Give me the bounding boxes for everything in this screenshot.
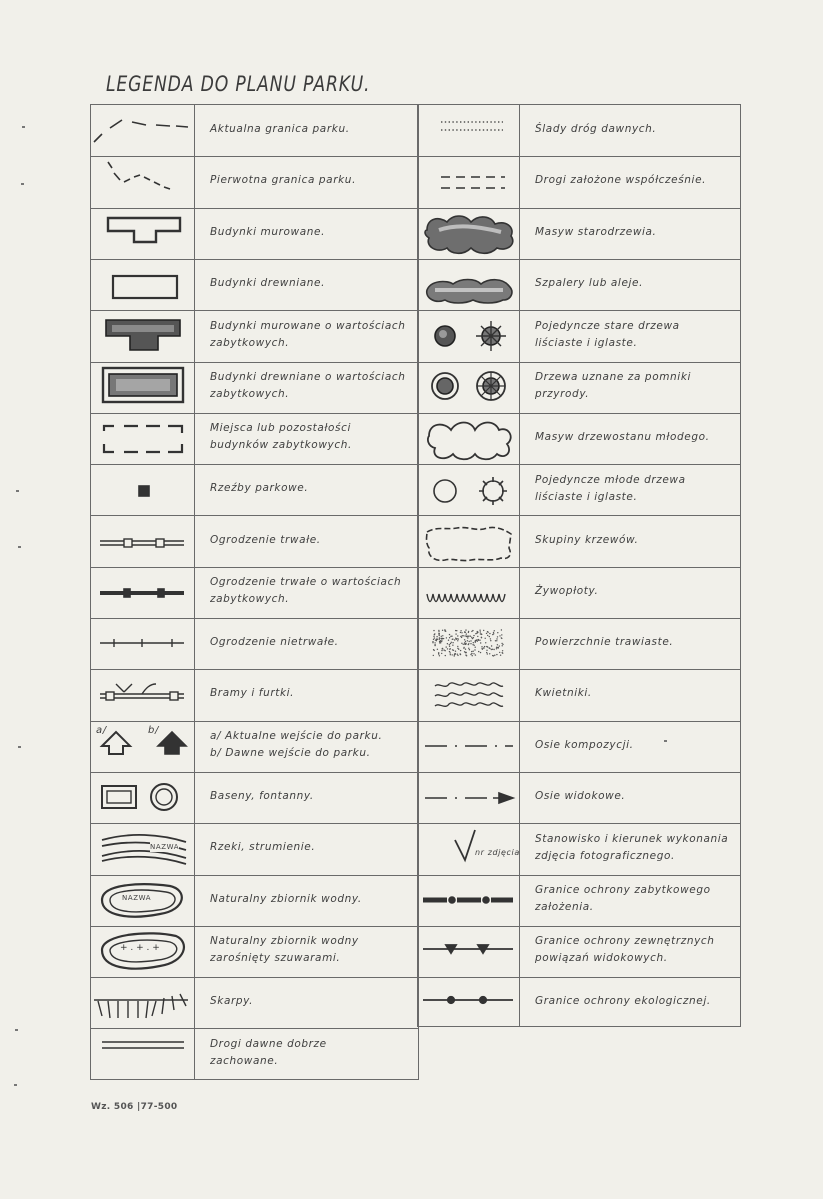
right-legend-label: Skupiny krzewów.: [535, 533, 639, 546]
historic-wooden-building-symbol: [103, 368, 183, 402]
old-road-traces-symbol: [441, 122, 503, 130]
heritage-protection-boundary-symbol: [423, 897, 513, 903]
lawn-dot: [491, 649, 492, 650]
lawn-dot: [481, 646, 482, 647]
historic-brick-building-symbol: [106, 320, 180, 350]
lawn-dot: [460, 630, 461, 631]
lawn-dot: [496, 638, 497, 639]
entrance-prefix-a: a/: [96, 725, 107, 736]
right-legend-label: Żywopłoty.: [535, 584, 599, 597]
lawn-dot: [457, 655, 458, 656]
lawn-dot: [484, 646, 485, 647]
lawn-dot: [439, 635, 440, 636]
lawn-dot: [435, 639, 436, 640]
gates-symbol: [100, 684, 184, 700]
lawn-dot: [445, 650, 446, 651]
lawn-dot: [439, 637, 440, 638]
lawn-dot: [450, 654, 451, 655]
lawn-dot: [497, 644, 498, 645]
lawn-dot: [500, 655, 501, 656]
left-legend-label: Ogrodzenie nietrwałe.: [210, 636, 339, 649]
lawn-dot: [456, 638, 457, 639]
lawn-dot: [491, 645, 492, 646]
right-legend-label: Pojedyncze młode drzewa: [535, 473, 686, 486]
left-legend-label: zabytkowych.: [210, 388, 290, 401]
lawn-dot: [446, 646, 447, 647]
page-title: LEGENDA DO PLANU PARKU.: [106, 72, 371, 96]
ecological-protection-boundary-symbol: [423, 997, 513, 1003]
lawn-dot: [481, 648, 482, 649]
lawn-dot: [454, 639, 455, 640]
lawn-dot: [486, 652, 487, 653]
lawn-dot: [454, 655, 455, 656]
lawn-dot: [460, 632, 461, 633]
lawn-dot: [489, 636, 490, 637]
lawn-dot: [497, 632, 498, 633]
lawn-dot: [464, 642, 465, 643]
lawn-dot: [475, 642, 476, 643]
right-symbols: [417, 104, 519, 1025]
permanent-fence-symbol: [100, 539, 184, 547]
historic-building-remains-symbol: [104, 426, 182, 452]
lawn-dot: [436, 638, 437, 639]
scan-speck: [22, 126, 25, 128]
lawn-dot: [487, 653, 488, 654]
lawn-dot: [466, 633, 467, 634]
lawn-dot: [469, 649, 470, 650]
lawn-dot: [502, 650, 503, 651]
scan-speck: [18, 746, 21, 748]
right-legend-label: Kwietniki.: [535, 687, 592, 700]
lawn-dot: [502, 653, 503, 654]
lawn-dot: [438, 633, 439, 634]
left-legend-label: zabytkowych.: [210, 593, 290, 606]
lawn-dot: [452, 642, 453, 643]
overgrown-pond-symbol: [102, 933, 184, 968]
lawn-dot: [461, 632, 462, 633]
right-legend-label: Powierzchnie trawiaste.: [535, 636, 674, 649]
lawn-dot: [441, 650, 442, 651]
lawn-dot: [477, 631, 478, 632]
left-legend-label: zabytkowych.: [210, 336, 290, 349]
left-legend-label: Pierwotna granica parku.: [210, 174, 357, 187]
single-old-trees-symbol: [435, 321, 506, 351]
lawn-dot: [452, 639, 453, 640]
lawn-dot: [471, 631, 472, 632]
lawn-dot: [439, 639, 440, 640]
right-legend-label: Drzewa uznane za pomniki: [535, 371, 692, 384]
wooden-building-symbol: [113, 276, 177, 298]
lawn-dot: [449, 646, 450, 647]
lawn-dot: [432, 641, 433, 642]
shrub-groups-symbol: [427, 527, 512, 560]
lawn-dot: [439, 641, 440, 642]
lawn-dot: [442, 630, 443, 631]
lawn-dot: [433, 639, 434, 640]
lawn-dot: [501, 634, 502, 635]
lawn-dot: [438, 631, 439, 632]
lawn-dot: [490, 638, 491, 639]
left-legend-label: Budynki drewniane.: [210, 277, 326, 290]
right-legend-label: Osie widokowe.: [535, 790, 626, 803]
lawn-dot: [457, 654, 458, 655]
flowerbed-symbol: [435, 683, 503, 706]
document-number: Wz. 506 |77-500: [91, 1102, 178, 1112]
right-legend-label: Osie kompozycji.: [535, 738, 634, 751]
lawn-dot: [493, 649, 494, 650]
lawn-dot: [439, 642, 440, 643]
lawn-dot: [449, 644, 450, 645]
lawn-dot: [464, 635, 465, 636]
lawn-dot: [438, 630, 439, 631]
lawn-dot: [496, 640, 497, 641]
lawn-dot: [486, 646, 487, 647]
sculpture-symbol: [139, 486, 149, 496]
lawn-dot: [489, 647, 490, 648]
historic-fence-symbol: [100, 589, 184, 597]
lawn-dot: [479, 630, 480, 631]
lawn-dot: [496, 654, 497, 655]
left-legend-label: Drogi dawne dobrze: [210, 1038, 327, 1051]
lawn-dot: [472, 655, 473, 656]
lawn-dot: [437, 649, 438, 650]
lawn-dot: [450, 636, 451, 637]
lawn-dot: [480, 633, 481, 634]
left-legend-label: Ogrodzenie trwałe.: [210, 533, 321, 546]
lawn-dot: [441, 636, 442, 637]
lawn-dot: [465, 649, 466, 650]
lawn-dot: [493, 632, 494, 633]
right-legend-label: Ślady dróg dawnych.: [535, 123, 657, 136]
lawn-dot: [492, 655, 493, 656]
lawn-dot: [499, 645, 500, 646]
lawn-dot: [467, 640, 468, 641]
lawn-dot: [465, 641, 466, 642]
lawn-dot: [441, 641, 442, 642]
lawn-dot: [502, 645, 503, 646]
lawn-dot: [470, 654, 471, 655]
lawn-dot: [499, 635, 500, 636]
lawn-dot: [434, 642, 435, 643]
lawn-dot: [450, 652, 451, 653]
lawn-dot: [490, 640, 491, 641]
lawn-dot: [469, 641, 470, 642]
left-legend-label: zarośnięty szuwarami.: [210, 952, 341, 965]
lawn-dot: [452, 654, 453, 655]
lawn-dot: [448, 640, 449, 641]
view-axis-symbol: [425, 793, 513, 803]
scan-speck: [15, 1029, 18, 1031]
right-legend-label: założenia.: [535, 901, 594, 914]
scan-speck: [14, 1084, 17, 1086]
lawn-dot: [434, 637, 435, 638]
lawn-dot: [475, 647, 476, 648]
lawn-dot: [460, 636, 461, 637]
lawn-dot: [477, 636, 478, 637]
left-legend-label: Miejsca lub pozostałości: [210, 422, 351, 435]
lawn-dot: [496, 647, 497, 648]
lawn-dot: [446, 637, 447, 638]
original-park-boundary-symbol: [108, 162, 170, 189]
left-legend-label: Bramy i furtki.: [210, 687, 295, 700]
lawn-dot: [466, 652, 467, 653]
left-legend-label: Rzeźby parkowe.: [210, 482, 309, 495]
lawn-dot: [481, 637, 482, 638]
lawn-symbol: [432, 629, 503, 656]
lawn-dot: [443, 638, 444, 639]
left-legend-label: Skarpy.: [210, 995, 254, 1008]
lawn-dot: [457, 646, 458, 647]
left-symbols: [90, 104, 194, 1078]
left-legend-label: a/ Aktualne wejście do parku.: [210, 730, 383, 743]
lawn-dot: [461, 643, 462, 644]
brick-building-symbol: [108, 218, 180, 242]
left-legend-label: Budynki murowane.: [210, 225, 326, 238]
scan-speck: [18, 546, 21, 548]
lawn-dot: [465, 629, 466, 630]
park-entrance-symbol: [102, 732, 186, 754]
lawn-dot: [464, 639, 465, 640]
lawn-dot: [489, 633, 490, 634]
lawn-dot: [442, 648, 443, 649]
right-legend-label: powiązań widokowych.: [535, 952, 668, 965]
right-legend-label: Masyw starodrzewia.: [535, 225, 657, 238]
column-divider: [194, 105, 195, 1079]
photo-number-tag: nr zdjęcia: [475, 848, 520, 857]
lawn-dot: [476, 632, 477, 633]
lawn-dot: [457, 635, 458, 636]
lawn-dot: [455, 638, 456, 639]
lawn-dot: [444, 629, 445, 630]
right-legend-label: Granice ochrony ekologicznej.: [535, 995, 711, 1008]
lawn-dot: [480, 642, 481, 643]
pools-fountains-symbol: [102, 784, 177, 810]
temporary-fence-symbol: [100, 639, 184, 647]
young-tree-mass-symbol: [428, 423, 511, 460]
left-legend-label: budynków zabytkowych.: [210, 439, 352, 452]
entrance-prefix-b: b/: [148, 725, 159, 736]
lawn-dot: [455, 653, 456, 654]
lawn-dot: [474, 649, 475, 650]
column-divider: [519, 105, 520, 1026]
lawn-dot: [477, 641, 478, 642]
lawn-dot: [457, 648, 458, 649]
lawn-dot: [457, 640, 458, 641]
lawn-dot: [496, 648, 497, 649]
right-legend-label: przyrody.: [535, 388, 590, 401]
lawn-dot: [463, 648, 464, 649]
lawn-dot: [464, 632, 465, 633]
lawn-dot: [440, 638, 441, 639]
lawn-dot: [460, 653, 461, 654]
lawn-dot: [450, 643, 451, 644]
current-park-boundary-symbol: [94, 120, 188, 142]
tree-rows-symbol: [427, 280, 512, 304]
lawn-dot: [463, 644, 464, 645]
lawn-dot: [501, 643, 502, 644]
pond-name-tag: NAZWA: [122, 894, 152, 902]
lawn-dot: [475, 654, 476, 655]
right-legend-label: Masyw drzewostanu młodego.: [535, 430, 710, 443]
lawn-dot: [486, 633, 487, 634]
lawn-dot: [468, 632, 469, 633]
lawn-dot: [438, 653, 439, 654]
lawn-dot: [481, 634, 482, 635]
lawn-dot: [470, 640, 471, 641]
lawn-dot: [494, 630, 495, 631]
hedge-symbol: [427, 594, 505, 602]
right-legend-label: zdjęcia fotograficznego.: [535, 849, 675, 862]
left-legend-label: Baseny, fontanny.: [210, 790, 314, 803]
left-legend-label: Naturalny zbiornik wodny.: [210, 892, 362, 905]
lawn-dot: [492, 634, 493, 635]
lawn-dot: [442, 638, 443, 639]
lawn-dot: [441, 653, 442, 654]
right-legend-label: Granice ochrony zabytkowego: [535, 884, 711, 897]
lawn-dot: [447, 643, 448, 644]
photo-position-symbol: [455, 830, 475, 860]
lawn-dot: [480, 631, 481, 632]
lawn-dot: [467, 637, 468, 638]
lawn-dot: [487, 635, 488, 636]
lawn-dot: [434, 634, 435, 635]
lawn-dot: [479, 640, 480, 641]
right-legend-label: Drogi założone współcześnie.: [535, 174, 707, 187]
lawn-dot: [497, 636, 498, 637]
external-view-protection-boundary-symbol: [423, 945, 513, 953]
river-name-tag: NAZWA: [150, 843, 180, 851]
lawn-dot: [445, 655, 446, 656]
lawn-dot: [485, 642, 486, 643]
left-legend-label: b/ Dawne wejście do parku.: [210, 747, 371, 760]
lawn-dot: [456, 630, 457, 631]
lawn-dot: [433, 655, 434, 656]
lawn-dot: [471, 651, 472, 652]
lawn-dot: [473, 637, 474, 638]
lawn-dot: [470, 636, 471, 637]
lawn-dot: [494, 655, 495, 656]
lawn-dot: [458, 638, 459, 639]
lawn-dot: [433, 636, 434, 637]
lawn-dot: [434, 650, 435, 651]
lawn-dot: [463, 635, 464, 636]
left-legend-label: Budynki murowane o wartościach: [210, 319, 406, 332]
lawn-dot: [449, 651, 450, 652]
lawn-dot: [483, 630, 484, 631]
lawn-dot: [471, 637, 472, 638]
scan-speck: [21, 183, 24, 185]
lawn-dot: [434, 644, 435, 645]
lawn-dot: [480, 652, 481, 653]
lawn-dot: [442, 635, 443, 636]
lawn-dot: [451, 642, 452, 643]
scan-speck: [664, 740, 667, 742]
lawn-dot: [489, 653, 490, 654]
left-legend-label: Ogrodzenie trwałe o wartościach: [210, 576, 402, 589]
lawn-dot: [487, 632, 488, 633]
lawn-dot: [441, 639, 442, 640]
svg-text:+ . + . +: + . + . +: [120, 943, 160, 953]
lawn-dot: [450, 648, 451, 649]
right-legend-label: Stanowisko i kierunek wykonania: [535, 832, 729, 845]
left-legend-label: Budynki drewniane o wartościach: [210, 371, 406, 384]
lawn-dot: [449, 637, 450, 638]
natural-monument-trees-symbol: [432, 372, 505, 400]
lawn-dot: [495, 640, 496, 641]
lawn-dot: [478, 640, 479, 641]
lawn-dot: [468, 648, 469, 649]
left-legend-label: zachowane.: [210, 1055, 279, 1068]
lawn-dot: [476, 639, 477, 640]
lawn-dot: [474, 645, 475, 646]
right-legend-label: liściaste i iglaste.: [535, 490, 638, 503]
lawn-dot: [492, 649, 493, 650]
lawn-dot: [460, 650, 461, 651]
lawn-dot: [473, 642, 474, 643]
lawn-dot: [433, 630, 434, 631]
lawn-dot: [465, 643, 466, 644]
old-tree-mass-symbol: [425, 216, 513, 253]
lawn-dot: [470, 643, 471, 644]
lawn-dot: [452, 645, 453, 646]
lawn-dot: [449, 634, 450, 635]
lawn-dot: [501, 629, 502, 630]
lawn-dot: [455, 633, 456, 634]
single-young-trees-symbol: [434, 477, 507, 505]
left-legend-label: Rzeki, strumienie.: [210, 841, 316, 854]
lawn-dot: [466, 655, 467, 656]
lawn-dot: [436, 636, 437, 637]
lawn-dot: [486, 650, 487, 651]
lawn-dot: [499, 652, 500, 653]
lawn-dot: [473, 651, 474, 652]
scan-speck: [16, 490, 19, 492]
lawn-dot: [466, 636, 467, 637]
lawn-dot: [498, 647, 499, 648]
lawn-dot: [485, 638, 486, 639]
preserved-old-road-symbol: [102, 1042, 184, 1048]
lawn-dot: [468, 643, 469, 644]
modern-roads-symbol: [441, 177, 505, 188]
lawn-dot: [447, 648, 448, 649]
right-legend-label: Szpalery lub aleje.: [535, 277, 644, 290]
lawn-dot: [438, 652, 439, 653]
left-legend-label: Aktualna granica parku.: [210, 123, 350, 136]
right-legend-label: liściaste i iglaste.: [535, 336, 638, 349]
lawn-dot: [478, 651, 479, 652]
lawn-dot: [473, 653, 474, 654]
right-legend-label: Granice ochrony zewnętrznych: [535, 935, 715, 948]
lawn-dot: [483, 647, 484, 648]
lawn-dot: [501, 637, 502, 638]
lawn-dot: [464, 644, 465, 645]
lawn-dot: [455, 651, 456, 652]
right-legend-label: Pojedyncze stare drzewa: [535, 319, 680, 332]
lawn-dot: [467, 636, 468, 637]
lawn-dot: [452, 649, 453, 650]
left-legend-label: Naturalny zbiornik wodny: [210, 935, 359, 948]
lawn-dot: [473, 635, 474, 636]
escarpment-symbol: [94, 994, 188, 1018]
lawn-dot: [439, 655, 440, 656]
